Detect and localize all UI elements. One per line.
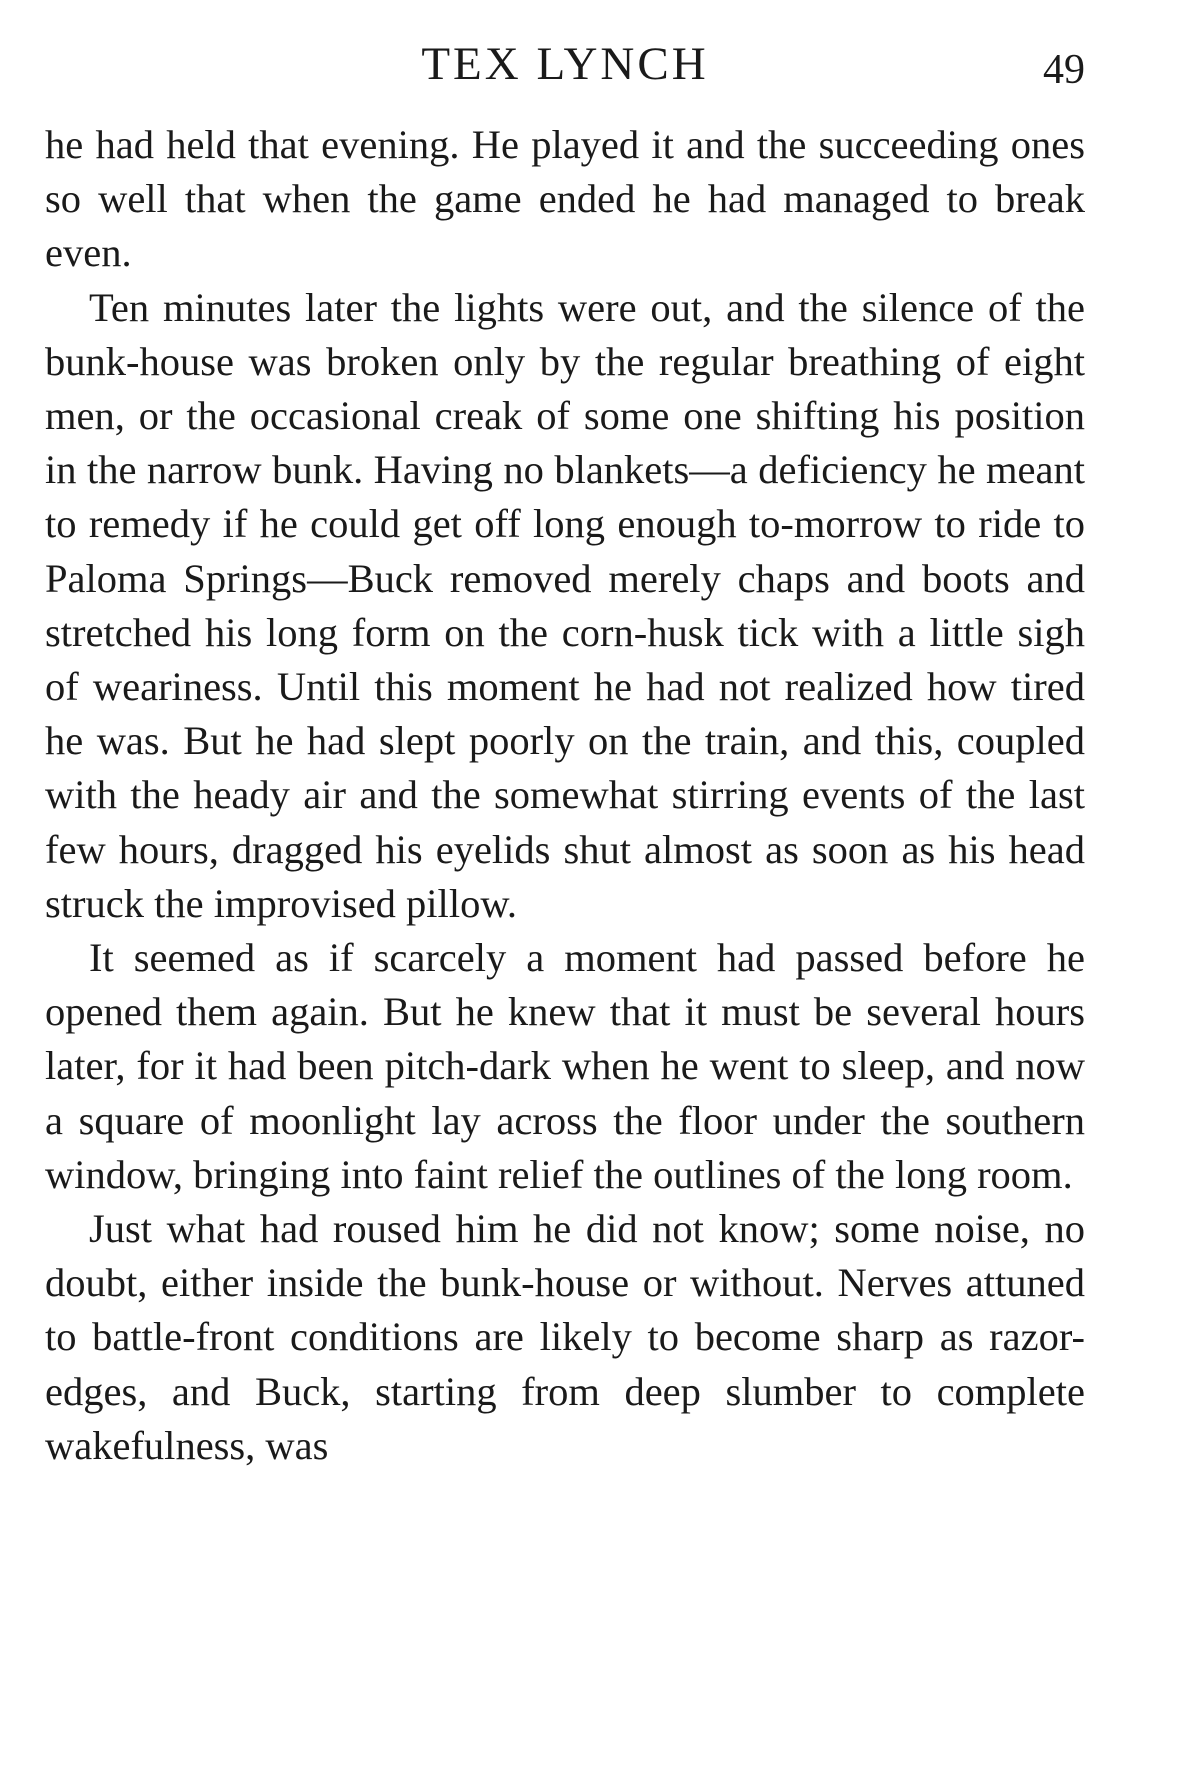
paragraph: It seemed as if scarcely a moment had passed before he opened them again. But he knew that it must be several hours later, for it had been pitch-dark when he went to sleep, and now a square of moonlight lay across the floor under the southern window, bringing into faint relief the outlines of the long room.: [45, 935, 1085, 1197]
running-head: [45, 34, 1085, 94]
page-number: 49: [1043, 47, 1085, 93]
paragraph: Ten minutes later the lights were out, and the silence of the bunk-house was broken only by the regular breathing of eight men, or the occasional creak of some one shifting his position in the narrow bunk. Having no blankets—a deficiency he meant to remedy if he could get off long enough to-morrow to ride to Paloma Springs—Buck removed merely chaps and boots and stretched his long form on the corn-husk tick with a little sigh of weariness. Until this moment he had not realized how tired he was. But he had slept poorly on the train, and this, coupled with the heady air and the somewhat stirring events of the last few hours, dragged his eyelids shut almost as soon as his head struck the improvised pillow.: [45, 284, 1085, 926]
running-title: TEX LYNCH: [421, 38, 709, 90]
paragraph: Just what had roused him he did not know; some noise, no doubt, either inside the bunk-house or without. Nerves attuned to battle-front conditions are likely to become sharp as razor-edges, and Buck, starting from deep slumber to complete wakefulness, was: [45, 1206, 1085, 1468]
paragraph-continued: he had held that evening. He played it and the succeeding ones so well that when the game ended he had managed to break even.: [45, 122, 1085, 276]
body-text: [45, 118, 1085, 1473]
